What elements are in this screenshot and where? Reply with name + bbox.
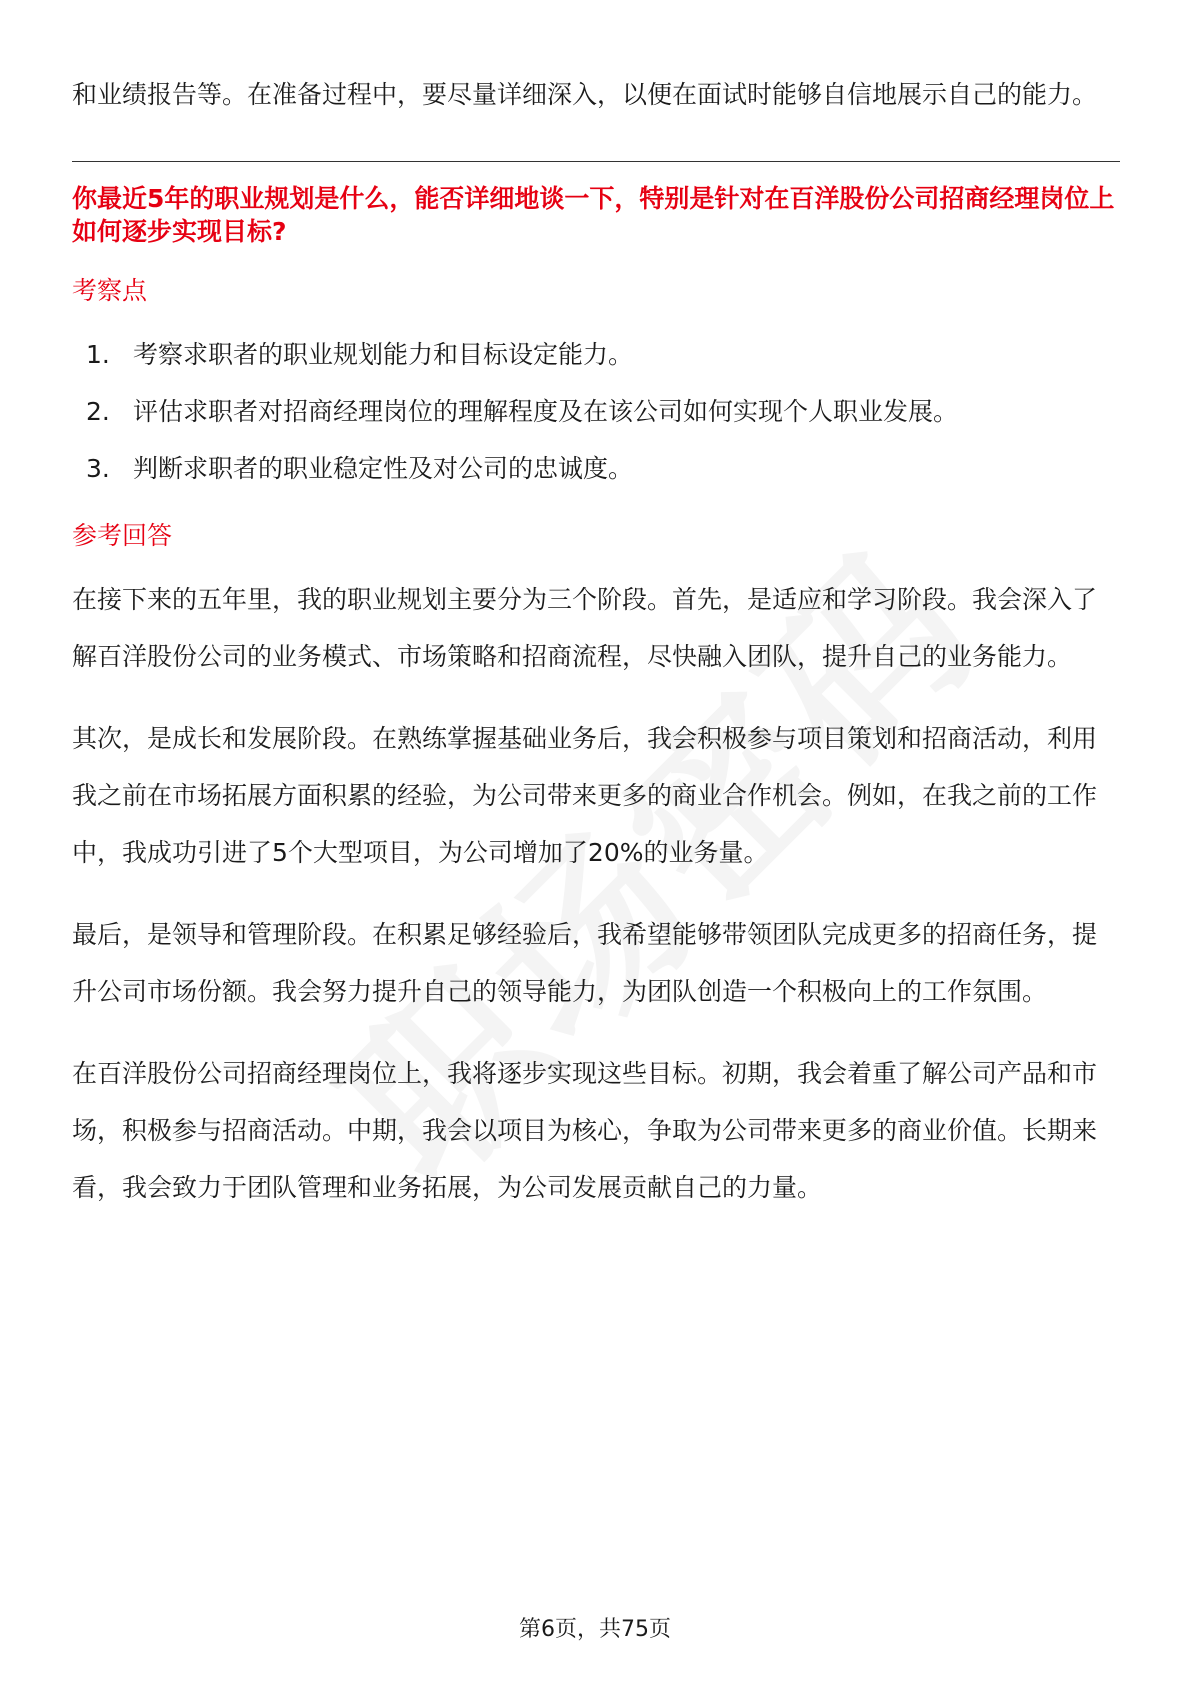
list-item: [72, 383, 1120, 440]
list-item-text: 考察求职者的职业规划能力和目标设定能力。: [133, 340, 634, 369]
answer-paragraph: 在接下来的五年里，我的职业规划主要分为三个阶段。首先，是适应和学习阶段。我会深入了解百洋股份公司的业务模式、市场策略和招商流程，尽快融入团队，提升自己的业务能力。: [72, 585, 1098, 671]
answer-paragraph: 在百洋股份公司招商经理岗位上，我将逐步实现这些目标。初期，我会着重了解公司产品和市场，积极参与招商活动。中期，我会以项目为核心，争取为公司带来更多的商业价值。长期来看，我会致力于团队管理和业务拓展，为公司发展贡献自己的力量。: [72, 1059, 1098, 1202]
document-page: [72, 66, 1120, 1241]
answer-paragraph: 其次，是成长和发展阶段。在熟练掌握基础业务后，我会积极参与项目策划和招商活动，利用我之前在市场拓展方面积累的经验，为公司带来更多的商业合作机会。例如，在我之前的工作中，我成功引进了5个大型项目，为公司增加了20%的业务量。: [72, 724, 1098, 867]
list-item-number: 3.: [86, 454, 110, 483]
list-item-number: 1.: [86, 340, 110, 369]
inspection-list: [72, 326, 1120, 497]
list-item: [72, 326, 1120, 383]
list-item-number: 2.: [86, 397, 110, 426]
list-item-text: 判断求职者的职业稳定性及对公司的忠诚度。: [133, 454, 634, 483]
section-divider: [72, 161, 1120, 162]
list-item: [72, 440, 1120, 497]
answer-paragraph: 最后，是领导和管理阶段。在积累足够经验后，我希望能够带领团队完成更多的招商任务，提升公司市场份额。我会努力提升自己的领导能力，为团队创造一个积极向上的工作氛围。: [72, 920, 1098, 1006]
list-item-text: 评估求职者对招商经理岗位的理解程度及在该公司如何实现个人职业发展。: [133, 397, 959, 426]
page-number: 第6页，共75页: [519, 1617, 671, 1642]
intro-paragraph: 和业绩报告等。在准备过程中，要尽量详细深入，以便在面试时能够自信地展示自己的能力。: [72, 80, 1098, 109]
answer-body: [72, 571, 1120, 1216]
answer-heading: 参考回答: [72, 521, 173, 550]
inspection-heading: 考察点: [72, 276, 148, 305]
interview-question: 你最近5年的职业规划是什么，能否详细地谈一下，特别是针对在百洋股份公司招商经理岗位上如何逐步实现目标?: [72, 184, 1115, 246]
